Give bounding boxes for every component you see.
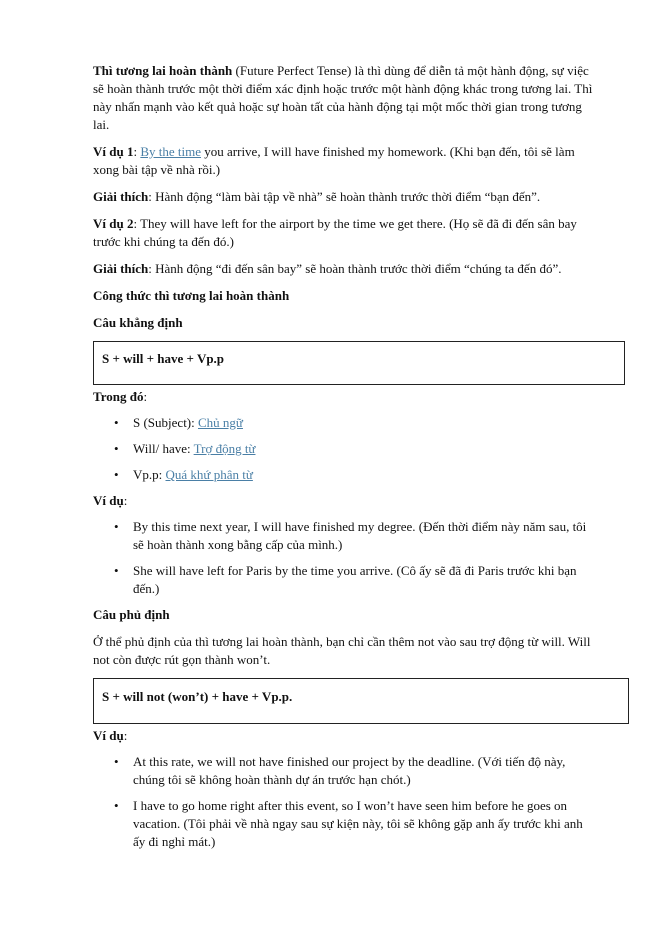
negative-example-label-line <box>93 727 593 745</box>
subject-link[interactable]: Chủ ngữ <box>198 415 243 430</box>
negative-heading: Câu phủ định <box>93 607 170 622</box>
affirmative-formula-box <box>93 341 625 385</box>
list-item <box>93 797 593 851</box>
example-1-separator: : <box>133 144 141 159</box>
formula-heading: Công thức thì tương lai hoàn thành <box>93 288 290 303</box>
bullet-icon: • <box>114 441 119 456</box>
by-the-time-link[interactable]: By the time <box>140 144 202 159</box>
bullet-icon: • <box>114 519 119 534</box>
negative-example-colon: : <box>123 728 128 743</box>
example-2-paragraph <box>93 215 593 251</box>
definition-list <box>93 414 593 484</box>
definition-prefix: Will/ have: <box>133 441 194 456</box>
bullet-icon: • <box>114 415 119 430</box>
intro-paragraph <box>93 62 593 134</box>
example-1-label: Ví dụ 1 <box>93 144 134 159</box>
bullet-icon: • <box>114 798 119 813</box>
bullet-icon: • <box>114 754 119 769</box>
negative-formula: S + will not (won’t) + have + Vp.p. <box>102 689 293 704</box>
explanation-2-label: Giải thích <box>93 261 149 276</box>
negative-example-list <box>93 753 593 851</box>
negative-description: Ở thể phủ định của thì tương lai hoàn thành, bạn chỉ cần thêm not vào sau trợ động từ will. Will not còn được rút gọn thành won’t. <box>93 634 591 667</box>
list-item <box>93 518 593 554</box>
list-item <box>93 753 593 789</box>
bullet-icon: • <box>114 467 119 482</box>
auxiliary-verb-link[interactable]: Trợ động từ <box>193 441 256 456</box>
document-page <box>93 62 593 859</box>
explanation-1-label: Giải thích <box>93 189 149 204</box>
example-2-label: Ví dụ 2 <box>93 216 134 231</box>
explanation-1-text: : Hành động “làm bài tập về nhà” sẽ hoàn thành trước thời điểm “bạn đến”. <box>148 189 541 204</box>
definition-prefix: Vp.p: <box>133 467 166 482</box>
affirmative-example-colon: : <box>123 493 128 508</box>
negative-formula-box <box>93 678 629 724</box>
affirmative-example-label: Ví dụ <box>93 493 124 508</box>
list-item <box>93 562 593 598</box>
where-colon: : <box>143 389 148 404</box>
past-participle-link[interactable]: Quá khứ phân từ <box>165 467 253 482</box>
affirmative-formula: S + will + have + Vp.p <box>102 351 225 366</box>
intro-term: Thì tương lai hoàn thành <box>93 63 233 78</box>
explanation-2-paragraph <box>93 260 593 278</box>
definition-prefix: S (Subject): <box>133 415 198 430</box>
example-text: At this rate, we will not have finished our project by the deadline. (Với tiến độ này, chúng tôi sẽ không hoàn thành dự án trước hạn chót.) <box>133 754 566 787</box>
affirmative-example-list <box>93 518 593 598</box>
example-2-text: : They will have left for the airport by the time we get there. (Họ sẽ đã đi đến sân bay trước khi chúng ta đến đó.) <box>93 216 577 249</box>
bullet-icon: • <box>114 563 119 578</box>
explanation-2-text: : Hành động “đi đến sân bay” sẽ hoàn thành trước thời điểm “chúng ta đến đó”. <box>148 261 562 276</box>
example-text: I have to go home right after this event, so I won’t have seen him before he goes on vacation. (Tôi phải về nhà ngay sau sự kiện này, tôi sẽ không gặp anh ấy trước khi anh ấy đi nghỉ mát.) <box>133 798 583 849</box>
affirmative-heading: Câu khẳng định <box>93 315 183 330</box>
negative-example-label: Ví dụ <box>93 728 124 743</box>
list-item <box>93 466 593 484</box>
example-text: By this time next year, I will have finished my degree. (Đến thời điểm này năm sau, tôi sẽ hoàn thành xong bằng cấp của mình.) <box>133 519 587 552</box>
where-label-line <box>93 388 593 406</box>
intro-text: (Future Perfect Tense) là thì dùng để diễn tả một hành động, sự việc sẽ hoàn thành trước một thời điểm xác định hoặc trước một hành động khác trong tương lai. Thì này nhấn mạnh vào kết quả hoặc sự hoàn tất của hành động tại một mốc thời gian trong tương lai. <box>93 63 593 132</box>
example-1-text: you arrive, I will have finished my homework. (Khi bạn đến, tôi sẽ làm xong bài tập về nhà rồi.) <box>93 144 575 177</box>
affirmative-example-label-line <box>93 492 593 510</box>
explanation-1-paragraph <box>93 188 593 206</box>
example-1-paragraph <box>93 143 593 179</box>
where-label: Trong đó <box>93 389 144 404</box>
list-item <box>93 414 593 432</box>
example-text: She will have left for Paris by the time you arrive. (Cô ấy sẽ đã đi Paris trước khi bạn đến.) <box>133 563 577 596</box>
list-item <box>93 440 593 458</box>
